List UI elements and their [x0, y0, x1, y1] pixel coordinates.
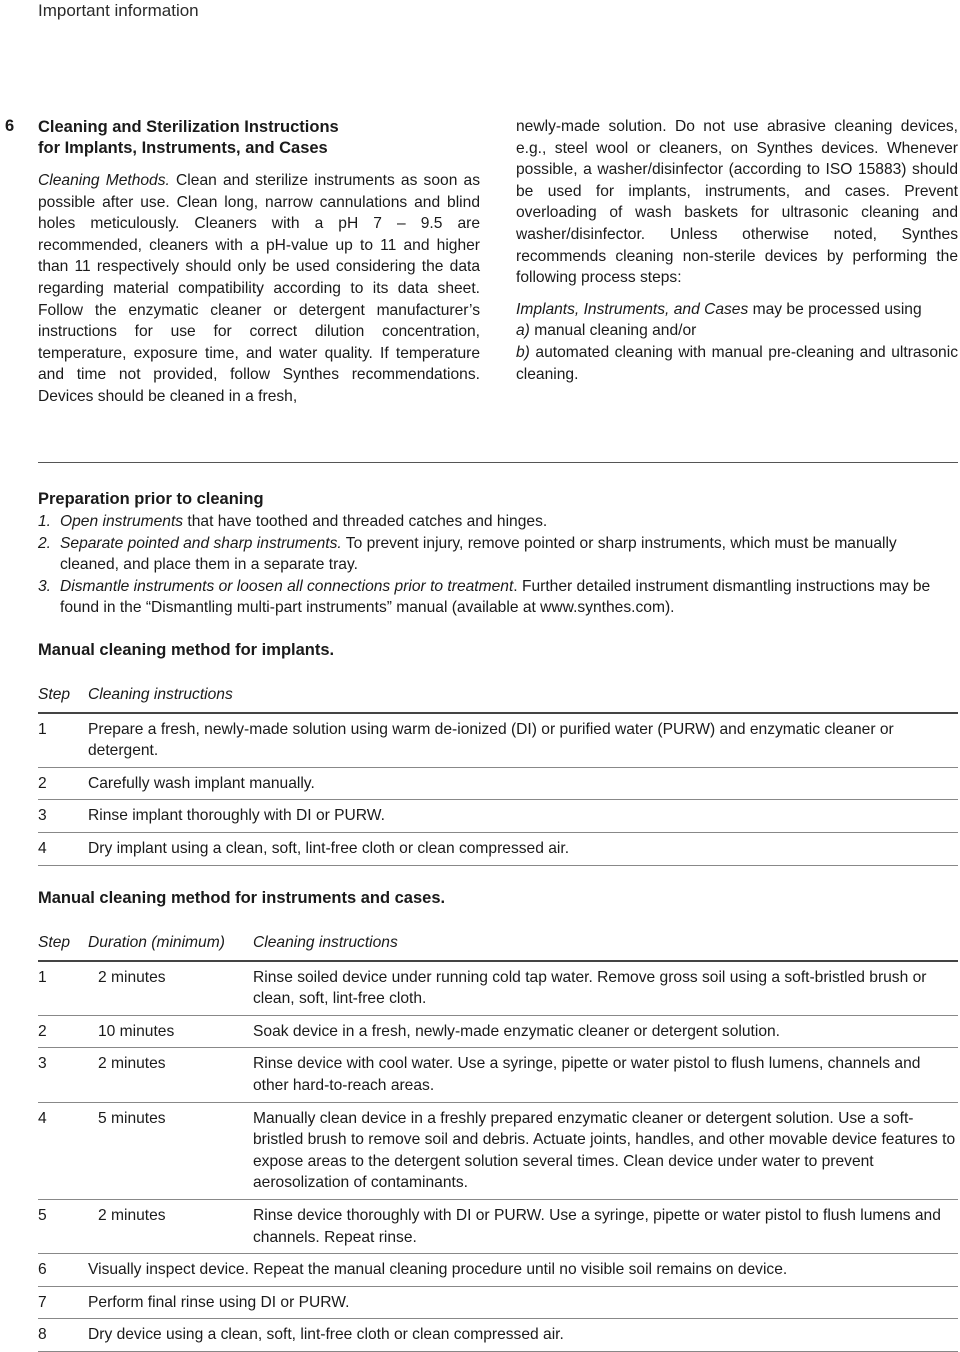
step-duration: 5 minutes — [88, 1102, 253, 1199]
preparation-item — [38, 533, 958, 576]
section-number: 6 — [5, 117, 15, 135]
preparation-list — [38, 511, 958, 619]
preparation-item — [38, 576, 958, 619]
step-duration: 10 minutes — [88, 1015, 253, 1048]
option-a-text: manual cleaning and/or — [529, 322, 697, 340]
table-row — [38, 1048, 958, 1102]
implants-table-title: Manual cleaning method for implants. — [38, 641, 335, 659]
cleaning-methods-lead: Cleaning Methods. — [38, 172, 170, 189]
step-number: 6 — [38, 1254, 88, 1287]
table-row — [38, 800, 958, 833]
process-text: may be processed using — [748, 300, 922, 318]
preparation-item-number: 3. — [38, 577, 52, 595]
table-row — [38, 1102, 958, 1199]
step-number: 1 — [38, 713, 88, 768]
column-header-instructions: Cleaning instructions — [88, 684, 958, 713]
step-instruction: Perform final rinse using DI or PURW. — [88, 1286, 958, 1319]
step-duration: 2 minutes — [88, 961, 253, 1016]
step-instruction: Rinse implant thoroughly with DI or PURW. — [88, 800, 958, 833]
option-a-label: a) — [516, 322, 530, 340]
step-instruction: Manually clean device in a freshly prepared enzymatic cleaner or detergent solution. Use a soft-bristled brush to remove soil and debris. Actuate joints, handles, and other movable device features to expose areas to the detergent solution several times. Clean device under water to prevent aerosolization of contaminants. — [253, 1102, 958, 1199]
table-row — [38, 767, 958, 800]
step-duration: 2 minutes — [88, 1199, 253, 1253]
option-b-label: b) — [516, 343, 530, 361]
preparation-item-text — [60, 511, 958, 533]
instruments-cleaning-table — [38, 932, 958, 1352]
step-number: 3 — [38, 800, 88, 833]
section-title — [38, 117, 339, 159]
step-instruction: Rinse device with cool water. Use a syringe, pipette or water pistol to flush lumens, channels and other hard-to-reach areas. — [253, 1048, 958, 1102]
step-duration: 2 minutes — [88, 1048, 253, 1102]
preparation-item — [38, 511, 958, 533]
preparation-item-body: . Further detailed instrument dismantling instructions may be found in the “Dismantling multi-part instruments” manual (available at www.synthes.com). — [60, 577, 931, 617]
intro-paragraph — [38, 170, 480, 408]
preparation-item-number: 2. — [38, 534, 52, 552]
column-header-duration: Duration (minimum) — [88, 932, 253, 961]
table-row — [38, 713, 958, 768]
preparation-item-body: To prevent injury, remove pointed or sharp instruments, which must be manually cleaned, and place them in a separate tray. — [60, 534, 897, 574]
step-instruction: Dry device using a clean, soft, lint-free cloth or clean compressed air. — [88, 1319, 958, 1352]
table-row — [38, 961, 958, 1016]
table-row — [38, 832, 958, 865]
column-header-instructions: Cleaning instructions — [253, 932, 958, 961]
intro-right-column — [516, 116, 958, 385]
table-row — [38, 1015, 958, 1048]
step-instruction: Rinse device thoroughly with DI or PURW. Use a syringe, pipette or water pistol to flush lumens and channels. Repeat rinse. — [253, 1199, 958, 1253]
preparation-item-body: that have toothed and threaded catches and hinges. — [183, 513, 548, 530]
implants-cleaning-table — [38, 684, 958, 866]
step-instruction: Carefully wash implant manually. — [88, 767, 958, 800]
step-number: 2 — [38, 767, 88, 800]
column-header-step: Step — [38, 684, 88, 713]
preparation-item-emphasis: Separate pointed and sharp instruments. — [60, 534, 342, 552]
table-row — [38, 1286, 958, 1319]
table-row — [38, 1254, 958, 1287]
intro-left-text: Clean and sterilize instruments as soon as possible after use. Clean long, narrow cannulations and blind holes meticulously. Cleaners with a pH 7 – 9.5 are recommended, cleaners with a pH-value up to 11 and higher than 11 respectively should only be used considering the data regarding material compatibility according to its data sheet. Follow the enzymatic cleaner or detergent manufacturer’s instructions for use for correct dilution concentration, temperature, exposure time, and water quality. If temperature and time not provided, follow Synthes recommendations. Devices should be cleaned in a fresh, — [38, 172, 481, 405]
step-instruction: Rinse soiled device under running cold tap water. Remove gross soil using a soft-bristled brush or clean, soft, lint-free cloth. — [253, 961, 958, 1016]
table-row — [38, 1319, 958, 1352]
step-number: 1 — [38, 961, 88, 1016]
step-instruction: Dry implant using a clean, soft, lint-free cloth or clean compressed air. — [88, 832, 958, 865]
table-header-row — [38, 684, 958, 713]
step-instruction: Prepare a fresh, newly-made solution using warm de-ionized (DI) or purified water (PURW) and enzymatic cleaner or detergent. — [88, 713, 958, 768]
instruments-table-title: Manual cleaning method for instruments and cases. — [38, 889, 446, 907]
preparation-item-text — [60, 533, 958, 576]
section-divider — [38, 462, 958, 463]
process-options — [516, 299, 958, 385]
preparation-item-emphasis: Open instruments — [60, 513, 184, 530]
page-header: Important information — [38, 1, 199, 20]
preparation-title: Preparation prior to cleaning — [38, 490, 264, 508]
column-header-step: Step — [38, 932, 88, 961]
step-number: 5 — [38, 1199, 88, 1253]
step-instruction: Soak device in a fresh, newly-made enzymatic cleaner or detergent solution. — [253, 1015, 958, 1048]
step-number: 7 — [38, 1286, 88, 1319]
intro-right-text: newly-made solution. Do not use abrasive cleaning devices, e.g., steel wool or cleaners, on Synthes devices. Whenever possible, a washer/disinfector (according to ISO 15883) should be used for implants, instruments, and cases. Prevent overloading of wash baskets for ultrasonic cleaning and washer/disinfector. Unless otherwise noted, Synthes recommends cleaning non-sterile devices by performing the following process steps: — [516, 118, 958, 287]
option-b-text: automated cleaning with manual pre-cleaning and ultrasonic cleaning. — [516, 343, 958, 383]
step-number: 2 — [38, 1015, 88, 1048]
process-subject: Implants, Instruments, and Cases — [516, 300, 749, 318]
preparation-item-number: 1. — [38, 513, 52, 530]
step-number: 8 — [38, 1319, 88, 1352]
section-title-line-2: for Implants, Instruments, and Cases — [38, 139, 328, 157]
table-header-row — [38, 932, 958, 961]
intro-left-column — [38, 170, 480, 408]
section-title-line-1: Cleaning and Sterilization Instructions — [38, 118, 339, 136]
preparation-item-emphasis: Dismantle instruments or loosen all connections prior to treatment — [60, 577, 514, 595]
step-number: 4 — [38, 1102, 88, 1199]
step-instruction: Visually inspect device. Repeat the manual cleaning procedure until no visible soil remains on device. — [88, 1254, 958, 1287]
table-row — [38, 1199, 958, 1253]
step-number: 4 — [38, 832, 88, 865]
step-number: 3 — [38, 1048, 88, 1102]
preparation-item-text — [60, 576, 958, 619]
